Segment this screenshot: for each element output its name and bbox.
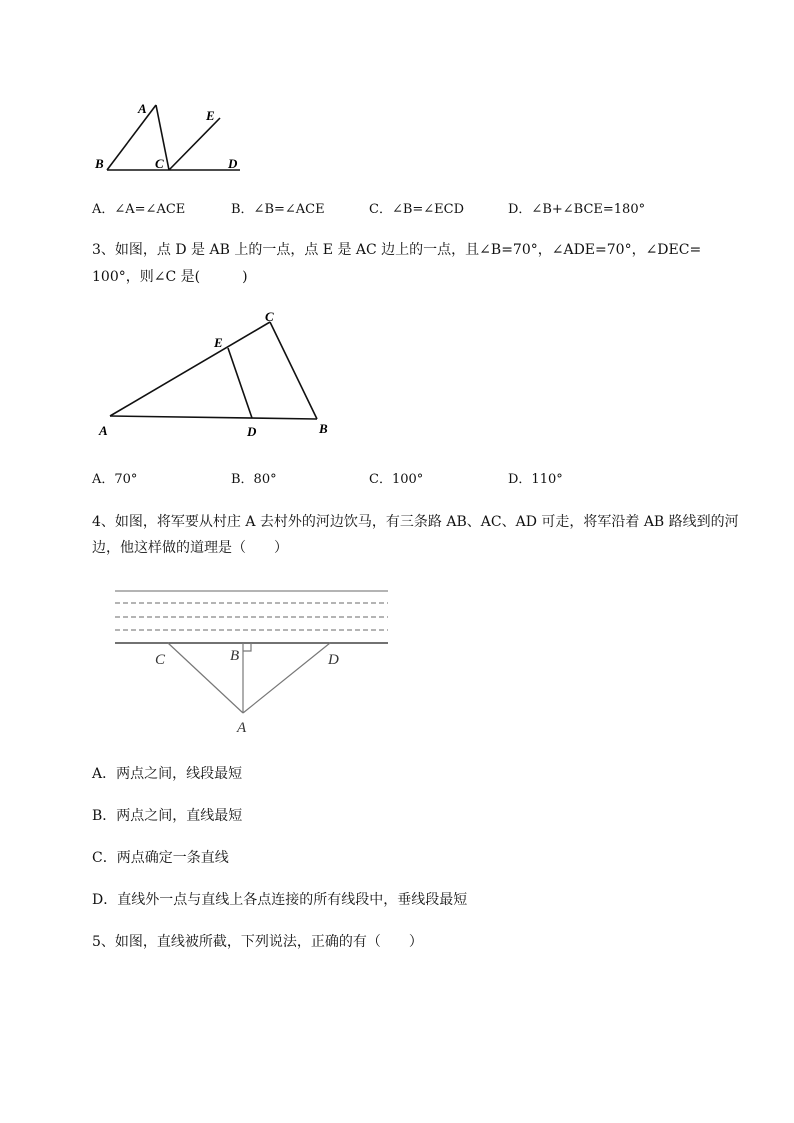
figure-2 bbox=[95, 305, 345, 445]
q3-text-line2: 100°，则∠C 是( ) bbox=[92, 269, 248, 285]
q2-option-c: C．∠B=∠ECD bbox=[369, 202, 465, 217]
path-ad bbox=[243, 643, 330, 713]
right-angle-mark bbox=[243, 643, 251, 651]
label-c: C bbox=[265, 309, 274, 324]
label-e: E bbox=[206, 108, 215, 123]
label-b: B bbox=[319, 421, 328, 436]
q4-option-d: D．直线外一点与直线上各点连接的所有线段中，垂线段最短 bbox=[92, 892, 468, 908]
label-d: D bbox=[247, 424, 257, 439]
q4-option-c: C．两点确定一条直线 bbox=[92, 850, 229, 866]
label-a: A bbox=[237, 720, 247, 735]
q2-option-d: D．∠B+∠BCE=180° bbox=[508, 202, 646, 217]
q2-option-b: B．∠B=∠ACE bbox=[231, 202, 325, 217]
segment-ed bbox=[228, 348, 252, 418]
label-d: D bbox=[228, 156, 238, 171]
q3-option-b: B．80° bbox=[231, 472, 277, 487]
q3-text-line1: 3、如图，点 D 是 AB 上的一点，点 E 是 AC 边上的一点，且∠B=70°，∠ADE=70°，∠DEC= bbox=[92, 242, 702, 258]
segment-ab bbox=[110, 416, 317, 419]
q2-option-a: A．∠A=∠ACE bbox=[92, 202, 186, 217]
q3-option-a: A．70° bbox=[92, 472, 138, 487]
q5-text-line1: 5、如图，直线被所截，下列说法，正确的有（ ） bbox=[92, 934, 423, 950]
label-b: B bbox=[230, 648, 240, 664]
label-e: E bbox=[214, 335, 223, 350]
label-c: C bbox=[155, 652, 166, 668]
figure-1 bbox=[90, 98, 250, 178]
label-c: C bbox=[155, 156, 164, 171]
q4-text-line2: 边，他这样做的道理是（ ） bbox=[92, 540, 288, 556]
label-b: B bbox=[95, 156, 104, 171]
q4-option-b: B．两点之间，直线最短 bbox=[92, 808, 243, 824]
label-a: A bbox=[99, 423, 108, 438]
q3-option-c: C．100° bbox=[369, 472, 424, 487]
q4-text-line1: 4、如图，将军要从村庄 A 去村外的河边饮马，有三条路 AB、AC、AD 可走，将军沿着 AB 路线到的河 bbox=[92, 514, 739, 530]
q4-option-a: A．两点之间，线段最短 bbox=[92, 766, 243, 782]
label-d: D bbox=[328, 652, 339, 668]
segment-cb bbox=[270, 322, 317, 419]
segment-ba bbox=[107, 105, 156, 170]
segment-ce bbox=[169, 118, 220, 170]
label-a: A bbox=[138, 101, 147, 116]
figure-3 bbox=[110, 585, 395, 735]
q3-option-d: D．110° bbox=[508, 472, 563, 487]
